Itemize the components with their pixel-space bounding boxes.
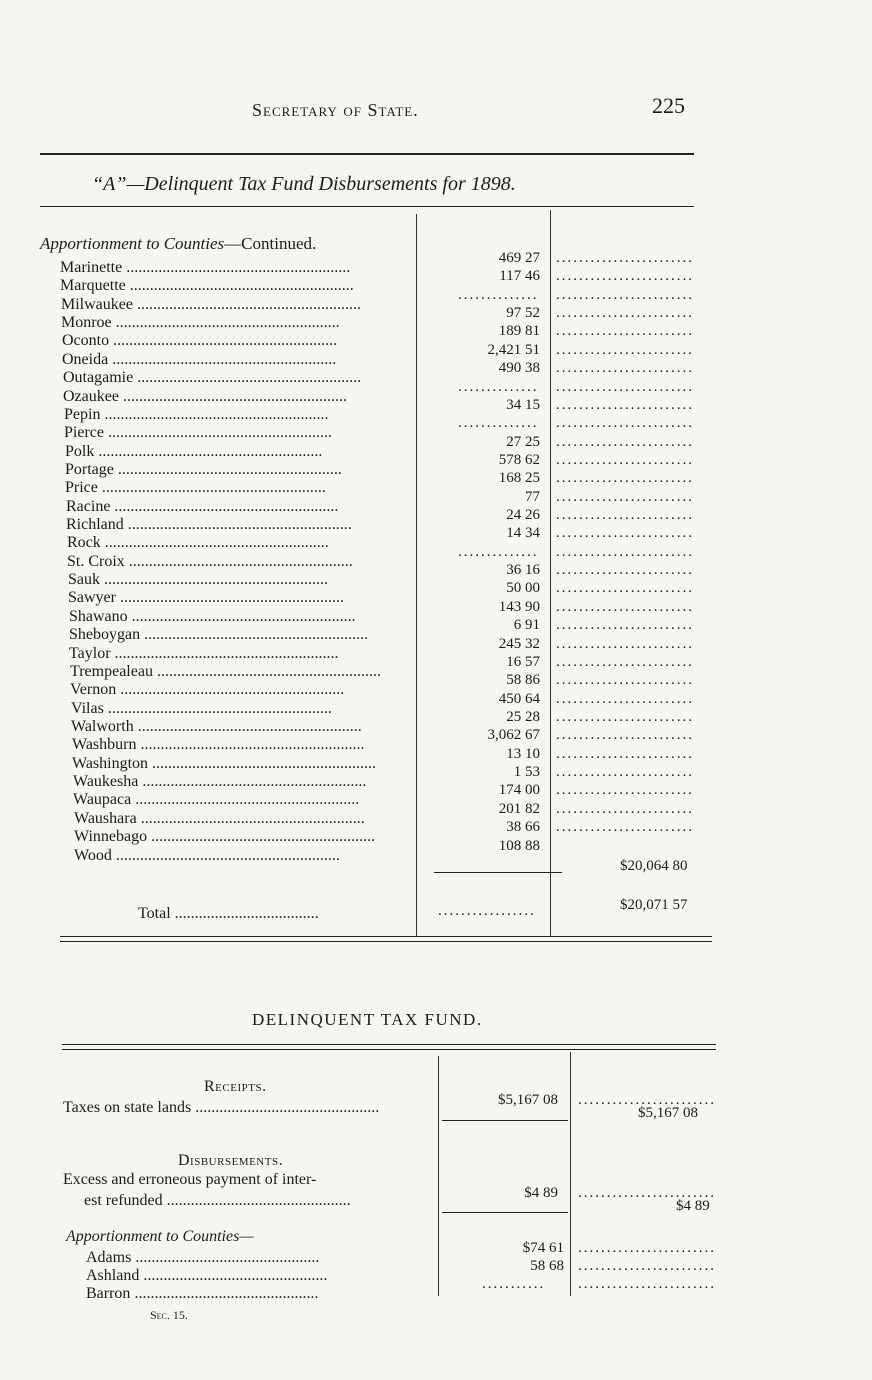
table2-title: DELINQUENT TAX FUND.	[252, 1010, 483, 1029]
table1-row-total-dots: ........................	[556, 764, 694, 780]
table1-row-value: 108 88	[498, 838, 540, 854]
county-name: Sawyer	[68, 589, 116, 606]
table1-row-value: 25 28	[506, 709, 540, 725]
table1-row-value: 1 53	[513, 764, 540, 780]
county-name: Racine	[66, 498, 111, 515]
table1-row-value: 578 62	[498, 452, 540, 468]
table1-row-total-dots: ........................	[556, 636, 694, 652]
county-name: Oneida	[62, 351, 109, 368]
county-name: Marinette	[60, 259, 123, 276]
table1-row-value: 6 91	[513, 617, 540, 633]
county-name: Waukesha	[73, 773, 139, 790]
table1-row-total-dots: ........................	[556, 819, 694, 835]
table1-bottom-rule-2	[60, 941, 712, 942]
table1-row-value: 450 64	[498, 691, 540, 707]
county-name: Walworth	[71, 718, 134, 735]
table1-row-value: 58 86	[506, 672, 540, 688]
county-name: Rock	[67, 534, 101, 551]
table1-row-total-dots: ........................	[556, 489, 694, 505]
table1-row-name: Pepin ........................................................	[64, 406, 329, 423]
total-dots: .................	[438, 903, 536, 919]
county-name: Vernon	[70, 681, 117, 698]
county-name: Adams	[86, 1249, 132, 1266]
county-name: Milwaukee	[61, 296, 133, 313]
county-name: Ashland	[86, 1267, 140, 1284]
county-name: Sauk	[68, 571, 100, 588]
table1-row-value: 24 26	[506, 507, 540, 523]
county-name: Price	[65, 479, 98, 496]
county-name: Pierce	[64, 424, 104, 441]
table1-row-total-dots: ........................	[556, 691, 694, 707]
receipts-row-label: Taxes on state lands ..............................................	[63, 1099, 380, 1116]
table1-row-total-dots: ........................	[556, 617, 694, 633]
table1-row-value: 189 81	[498, 323, 540, 339]
table1-row-name: Oconto ........................................................	[62, 332, 338, 349]
table1-row-total-dots: ........................	[556, 782, 694, 798]
table1-row-total-dots: ........................	[556, 452, 694, 468]
table1-row-name: Pierce ........................................................	[64, 424, 332, 441]
county-name: Outagamie	[63, 369, 134, 386]
disbursements-line-2-text: est refunded	[84, 1192, 163, 1209]
table1-row-name: St. Croix ........................................................	[67, 553, 353, 570]
table1-total-value: $20,071 57	[620, 897, 688, 913]
signature-mark: Sec. 15.	[150, 1308, 188, 1322]
county-name: Washington	[72, 755, 149, 772]
table1-row-name: Milwaukee ........................................................	[61, 296, 361, 313]
table1-row-empty-dots: ..............	[458, 379, 539, 395]
table1-row-empty-dots: ..............	[458, 544, 539, 560]
table1-row-total-dots: ........................	[556, 746, 694, 762]
table1-row-name: Sauk ........................................................	[68, 571, 328, 588]
table1-row-total-dots: ........................	[556, 397, 694, 413]
table1-column-divider-1	[416, 214, 417, 936]
receipts-row-dots: ........................	[578, 1092, 716, 1108]
table2-column-divider-1	[438, 1056, 439, 1296]
table1-row-name: Waukesha ........................................................	[73, 773, 367, 790]
table2-row-name: Adams ..............................................	[86, 1249, 320, 1266]
table2-top-rule-2	[62, 1049, 716, 1050]
table1-row-name: Polk ........................................................	[65, 443, 323, 460]
county-name: Waushara	[74, 810, 137, 827]
table1-sum-rule	[434, 872, 562, 873]
table1-row-value: 97 52	[506, 305, 540, 321]
table1-row-total-dots: ........................	[556, 672, 694, 688]
table1-row-name: Sawyer ........................................................	[68, 589, 344, 606]
county-name: Washburn	[72, 736, 137, 753]
table1-row-total-dots: ........................	[556, 599, 694, 615]
section-heading-continued: —Continued.	[224, 234, 317, 253]
receipts-label-text: Taxes on state lands	[63, 1099, 192, 1116]
county-name: Waupaca	[73, 791, 132, 808]
table2-row-total-dots: ........................	[578, 1276, 716, 1292]
table1-row-total-dots: ........................	[556, 379, 694, 395]
table1-column-divider-2	[550, 210, 551, 936]
table1-row-value: 469 27	[498, 250, 540, 266]
county-name: Wood	[74, 847, 112, 864]
table1-row-value: 38 66	[506, 819, 540, 835]
county-name: Trempealeau	[70, 663, 153, 680]
table1-row-name: Vilas ........................................................	[71, 700, 332, 717]
county-name: Oconto	[62, 332, 110, 349]
table1-row-name: Oneida ........................................................	[62, 351, 337, 368]
table1-row-total-dots: ........................	[556, 268, 694, 284]
table1-row-total-dots: ........................	[556, 305, 694, 321]
county-name: Ozaukee	[63, 388, 119, 405]
disbursements-dots: ........................	[578, 1185, 716, 1201]
table1-title-rule	[40, 206, 694, 207]
table1-row-empty-dots: ..............	[458, 287, 539, 303]
county-name: Pepin	[64, 406, 101, 423]
table1-row-value: 14 34	[506, 525, 540, 541]
table1-row-name: Racine ........................................................	[66, 498, 339, 515]
county-name: Richland	[66, 516, 124, 533]
table2-top-rule-1	[62, 1044, 716, 1045]
county-name: Taylor	[69, 645, 111, 662]
table1-row-value: 50 00	[506, 580, 540, 596]
table1-row-value: 16 57	[506, 654, 540, 670]
table1-row-total-dots: ........................	[556, 654, 694, 670]
county-name: St. Croix	[67, 553, 125, 570]
table1-row-name: Wood ........................................................	[74, 847, 340, 864]
table1-row-name: Waupaca ........................................................	[73, 791, 360, 808]
table1-row-total-dots: ........................	[556, 727, 694, 743]
table1-row-total-dots: ........................	[556, 562, 694, 578]
section-heading-italic: Apportionment to Counties	[40, 234, 225, 253]
apportionment-heading: Apportionment to Counties—	[66, 1228, 254, 1245]
table1-row-value: 245 32	[498, 636, 540, 652]
table1-row-total-dots: ........................	[556, 287, 694, 303]
table1-row-value: 168 25	[498, 470, 540, 486]
county-name: Shawano	[69, 608, 128, 625]
table1-row-name: Rock ........................................................	[67, 534, 329, 551]
receipts-sum-rule	[442, 1120, 568, 1121]
table1-row-name: Marinette ........................................................	[60, 259, 351, 276]
table1-section-heading	[40, 234, 316, 254]
table1-row-total-dots: ........................	[556, 323, 694, 339]
table1-total-label: Total ....................................	[138, 905, 319, 922]
table2-row-total-dots: ........................	[578, 1258, 716, 1274]
table1-row-value: 117 46	[499, 268, 540, 284]
county-name: Portage	[65, 461, 114, 478]
table2-row-name: Barron ..............................................	[86, 1285, 319, 1302]
county-name: Sheboygan	[69, 626, 141, 643]
table1-row-value: 143 90	[498, 599, 540, 615]
table1-row-value: 77	[525, 489, 540, 505]
table1-row-total-dots: ........................	[556, 342, 694, 358]
disbursements-line-2: est refunded ..............................................	[84, 1192, 351, 1209]
table1-row-name: Washburn ........................................................	[72, 736, 365, 753]
table1-row-name: Vernon ........................................................	[70, 681, 345, 698]
table1-row-name: Marquette ........................................................	[60, 277, 354, 294]
table1-bottom-rule-1	[60, 936, 712, 937]
table1-row-value: 36 16	[506, 562, 540, 578]
table2-row-name: Ashland ..............................................	[86, 1267, 328, 1284]
table1-row-name: Price ........................................................	[65, 479, 326, 496]
table1-row-total-dots: ........................	[556, 434, 694, 450]
table1-row-name: Washington ........................................................	[72, 755, 377, 772]
table1-row-value: 27 25	[506, 434, 540, 450]
table1-row-value: 201 82	[498, 801, 540, 817]
table1-row-value: 2,421 51	[487, 342, 540, 358]
table1-row-total-dots: ........................	[556, 525, 694, 541]
table1-row-name: Taylor ........................................................	[69, 645, 339, 662]
receipts-heading: Receipts.	[204, 1078, 267, 1095]
table1-row-name: Shawano ........................................................	[69, 608, 356, 625]
disbursements-total: $4 89	[676, 1198, 710, 1214]
disbursements-line-1: Excess and erroneous payment of inter-	[63, 1171, 317, 1188]
table1-row-name: Waushara ........................................................	[74, 810, 365, 827]
table1-row-value: 3,062 67	[487, 727, 540, 743]
county-name: Marquette	[60, 277, 126, 294]
disbursements-sum-rule	[442, 1212, 568, 1213]
running-header-title: Secretary of State.	[252, 100, 419, 120]
table1-title: “A”—Delinquent Tax Fund Disbursements for 1898.	[92, 173, 516, 195]
table1-row-name: Ozaukee ........................................................	[63, 388, 347, 405]
table1-row-empty-dots: ..............	[458, 415, 539, 431]
table1-row-name: Walworth ........................................................	[71, 718, 362, 735]
table1-row-total-dots: ........................	[556, 709, 694, 725]
county-name: Winnebago	[74, 828, 148, 845]
county-name: Vilas	[71, 700, 104, 717]
total-label-text: Total	[138, 905, 171, 922]
table2-row-empty-dots: ...........	[482, 1276, 546, 1292]
table1-row-name: Outagamie ........................................................	[63, 369, 362, 386]
table1-row-name: Winnebago ........................................................	[74, 828, 376, 845]
table1-row-value: 34 15	[506, 397, 540, 413]
table1-top-rule	[40, 153, 694, 155]
receipts-total: $5,167 08	[638, 1105, 698, 1121]
disbursements-value: $4 89	[524, 1185, 558, 1201]
county-name: Barron	[86, 1285, 131, 1302]
table1-row-name: Monroe ........................................................	[61, 314, 340, 331]
table1-row-value: 13 10	[506, 746, 540, 762]
table1-row-name: Richland ........................................................	[66, 516, 352, 533]
table2-row-value: $74 61	[522, 1240, 564, 1256]
disbursements-heading: Disbursements.	[178, 1152, 284, 1169]
table2-row-total-dots: ........................	[578, 1240, 716, 1256]
table1-row-total-dots: ........................	[556, 470, 694, 486]
receipts-row-value: $5,167 08	[498, 1092, 558, 1108]
table1-row-name: Sheboygan ........................................................	[69, 626, 369, 643]
table2-column-divider-2	[570, 1052, 571, 1296]
county-name: Polk	[65, 443, 95, 460]
county-name: Monroe	[61, 314, 112, 331]
table1-row-value: 174 00	[498, 782, 540, 798]
table1-row-value: 490 38	[498, 360, 540, 376]
page-number: 225	[652, 93, 685, 118]
table1-row-name: Portage ........................................................	[65, 461, 342, 478]
table1-row-name: Trempealeau ........................................................	[70, 663, 381, 680]
table1-row-total-dots: ........................	[556, 507, 694, 523]
table1-subtotal: $20,064 80	[620, 858, 688, 874]
table1-row-total-dots: ........................	[556, 250, 694, 266]
table1-row-total-dots: ........................	[556, 544, 694, 560]
table1-row-total-dots: ........................	[556, 801, 694, 817]
table2-row-value: 58 68	[530, 1258, 564, 1274]
table1-row-total-dots: ........................	[556, 580, 694, 596]
table1-row-total-dots: ........................	[556, 360, 694, 376]
table1-row-total-dots: ........................	[556, 415, 694, 431]
